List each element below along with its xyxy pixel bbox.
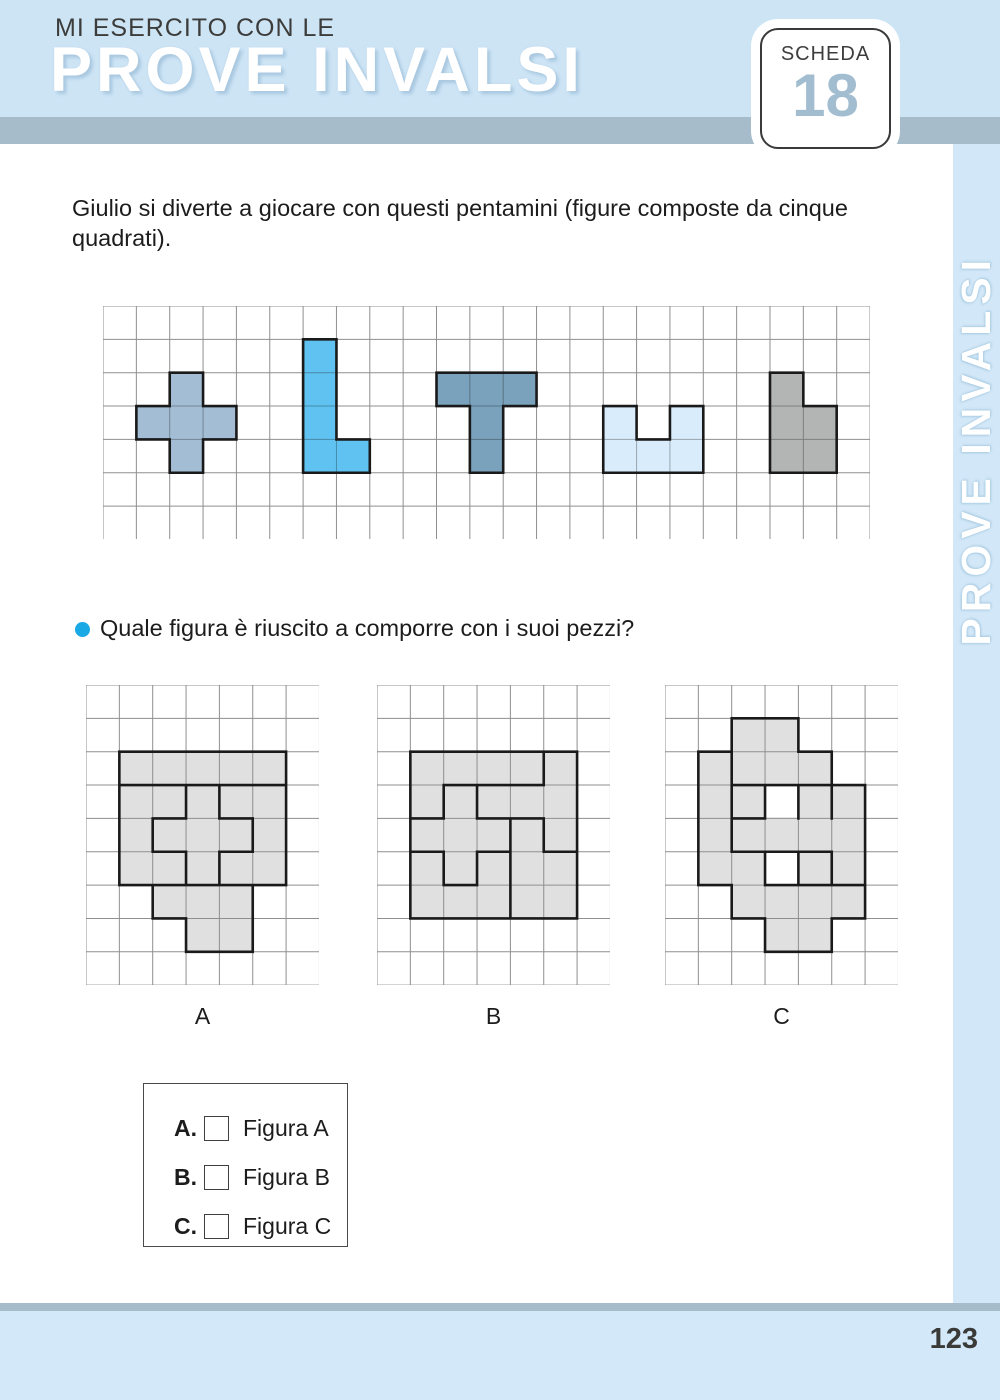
answer-letter-b: B. (174, 1164, 197, 1190)
answer-letter-c: C. (174, 1213, 197, 1239)
figure-c-label: C (773, 1003, 790, 1029)
answer-label-c: Figura C (243, 1213, 332, 1239)
figure-a-label: A (194, 1003, 211, 1029)
footer-divider-band (0, 1303, 1000, 1311)
header-kicker: MI ESERCITO CON LE (55, 14, 336, 42)
intro-line-1: Giulio si diverte a giocare con questi pentamini (figure composte da cinque (72, 195, 848, 221)
answer-label-a: Figura A (243, 1115, 329, 1141)
answer-row-b (174, 1153, 347, 1202)
scheda-badge (760, 28, 891, 149)
answer-label-b: Figura B (243, 1164, 330, 1190)
checkbox-figura-b[interactable] (204, 1165, 229, 1190)
intro-line-2: quadrati). (72, 225, 172, 251)
page-number: 123 (929, 1323, 978, 1355)
answer-row-c (174, 1202, 347, 1251)
answer-letter-a: A. (174, 1115, 197, 1141)
pentomino-grid (103, 306, 870, 544)
page-footer (0, 1311, 1000, 1400)
page-title: PROVE INVALSI (50, 35, 584, 105)
side-tab-label: PROVE INVALSI (953, 254, 999, 646)
figure-b-grid (377, 685, 610, 990)
answer-box (143, 1083, 348, 1247)
figure-b-label: B (485, 1003, 502, 1029)
checkbox-figura-c[interactable] (204, 1214, 229, 1239)
scheda-label: SCHEDA (780, 43, 871, 65)
figure-a-grid (86, 685, 319, 990)
scheda-number: 18 (792, 62, 859, 129)
figure-c-grid (665, 685, 898, 990)
bullet-icon (75, 622, 90, 637)
intro-paragraph (72, 193, 932, 253)
side-tab (953, 195, 1000, 705)
answer-row-a (174, 1104, 347, 1153)
checkbox-figura-a[interactable] (204, 1116, 229, 1141)
question-text: Quale figura è riuscito a comporre con i suoi pezzi? (100, 615, 635, 641)
